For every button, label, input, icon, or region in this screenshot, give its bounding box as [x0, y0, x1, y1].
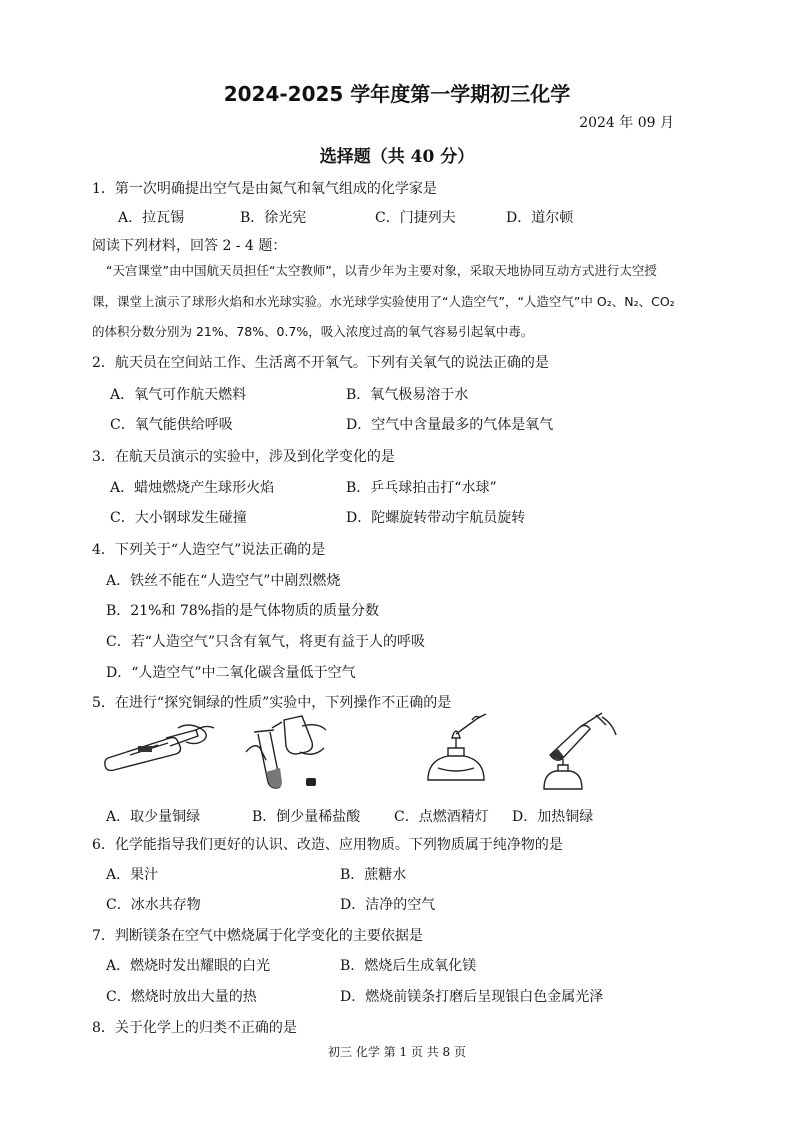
- page-title: 2024-2025 学年度第一学期初三化学: [223, 82, 571, 106]
- q1-option-c: C．门捷列夫: [375, 210, 456, 226]
- q2-option-b: B．氧气极易溶于水: [346, 387, 469, 403]
- q4-option-b: B．21%和 78%指的是气体物质的质量分数: [106, 603, 379, 619]
- question-6-stem: 6．化学能指导我们更好的认识、改造、应用物质。下列物质属于纯净物的是: [92, 837, 563, 853]
- q5-option-a: A．取少量铜绿: [106, 809, 201, 825]
- question-3-stem: 3．在航天员演示的实验中，涉及到化学变化的是: [92, 449, 395, 465]
- question-2-stem: 2．航天员在空间站工作、生活离不开氧气。下列有关氧气的说法正确的是: [92, 355, 549, 371]
- exam-date: 2024 年 09 月: [579, 115, 674, 131]
- q7-option-b: B．燃烧后生成氧化镁: [340, 958, 477, 974]
- q6-option-c: C．冰水共存物: [106, 897, 201, 913]
- q5-option-d: D．加热铜绿: [512, 809, 594, 825]
- q1-option-b: B．徐光宪: [240, 210, 307, 226]
- q1-option-d: D．道尔顿: [506, 210, 574, 226]
- q6-option-a: A．果汁: [106, 867, 159, 883]
- question-8-stem: 8．关于化学上的归类不正确的是: [92, 1020, 297, 1036]
- figure-c-lighting-lamp: [418, 710, 498, 790]
- reading-line-3: 的体积分数分别为 21%、78%、0.7%，吸入浓度过高的氧气容易引起氧中毒。: [92, 324, 534, 339]
- q4-option-c: C．若“人造空气”只含有氧气，将更有益于人的呼吸: [106, 634, 426, 650]
- reading-line-1: “天宫课堂”由中国航天员担任“太空教师”，以青少年为主要对象，采取天地协同互动方式进行太空授: [106, 263, 657, 278]
- q6-option-b: B．蔗糖水: [340, 867, 407, 883]
- q3-option-b: B．乒乓球拍击打“水球”: [346, 480, 497, 496]
- figure-d-heating-powder: [536, 705, 626, 795]
- q3-option-a: A．蜡烛燃烧产生球形火焰: [110, 480, 275, 496]
- question-4-stem: 4．下列关于“人造空气”说法正确的是: [92, 542, 326, 558]
- question-1-stem: 1．第一次明确提出空气是由氮气和氧气组成的化学家是: [92, 181, 437, 197]
- page-footer: 初三 化学 第 1 页 共 8 页: [328, 1045, 466, 1059]
- q6-option-d: D．洁净的空气: [340, 897, 436, 913]
- question-7-stem: 7．判断镁条在空气中燃烧属于化学变化的主要依据是: [92, 928, 423, 944]
- figure-b-pouring-acid: [240, 712, 330, 792]
- q7-option-d: D．燃烧前镁条打磨后呈现银白色金属光泽: [340, 989, 604, 1005]
- q2-option-a: A．氧气可作航天燃料: [110, 387, 247, 403]
- q3-option-d: D．陀螺旋转带动宇航员旋转: [346, 510, 526, 526]
- reading-line-2: 课，课堂上演示了球形火焰和水光球实验。水光球学实验使用了“人造空气”，“人造空气”中 O₂、N₂、CO₂: [92, 294, 675, 309]
- q5-option-c: C．点燃酒精灯: [394, 809, 489, 825]
- figure-a-powder-sampling: [100, 718, 220, 778]
- q1-option-a: A．拉瓦锡: [118, 210, 185, 226]
- section-heading: 选择题（共 40 分）: [319, 147, 475, 167]
- q4-option-d: D．“人造空气”中二氧化碳含量低于空气: [106, 665, 356, 681]
- q7-option-c: C．燃烧时放出大量的热: [106, 989, 257, 1005]
- reading-intro: 阅读下列材料，回答 2 - 4 题：: [92, 238, 287, 254]
- q2-option-c: C．氧气能供给呼吸: [110, 417, 233, 433]
- q7-option-a: A．燃烧时发出耀眼的白光: [106, 958, 271, 974]
- q2-option-d: D．空气中含量最多的气体是氧气: [346, 417, 554, 433]
- question-5-stem: 5．在进行“探究铜绿的性质”实验中，下列操作不正确的是: [92, 695, 452, 711]
- q3-option-c: C．大小钢球发生碰撞: [110, 510, 247, 526]
- q5-option-b: B．倒少量稀盐酸: [252, 809, 361, 825]
- q4-option-a: A．铁丝不能在“人造空气”中剧烈燃烧: [106, 573, 341, 589]
